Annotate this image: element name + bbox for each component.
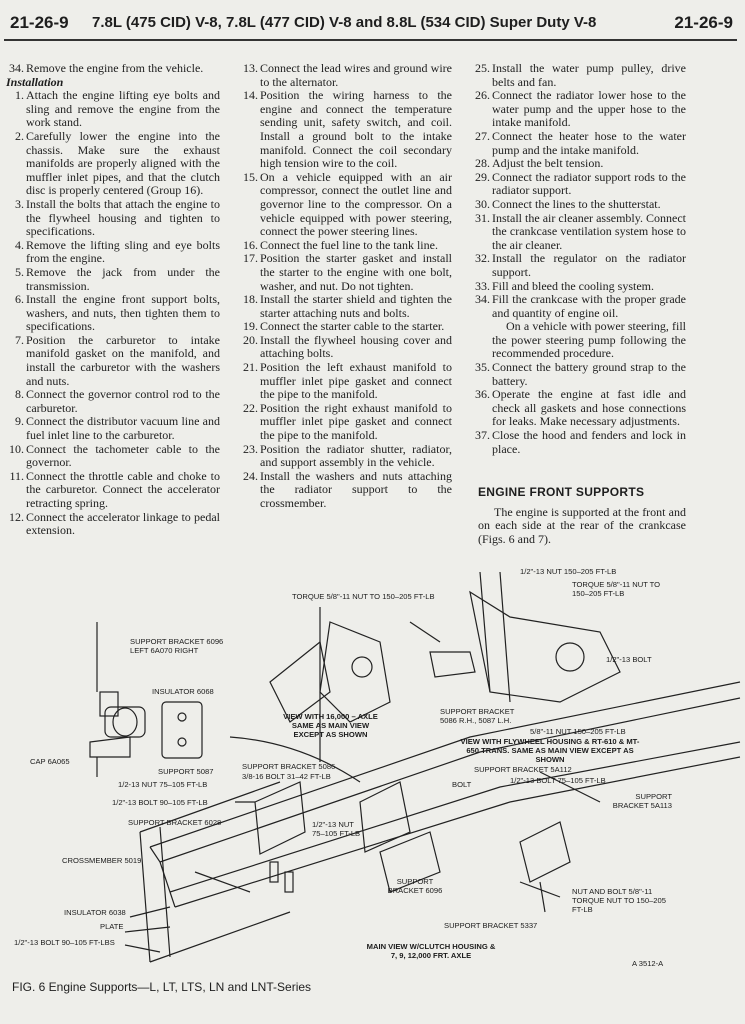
- list-item: [472, 89, 686, 130]
- item-text: Connect the starter cable to the starter.: [260, 319, 445, 334]
- item-number: 26.: [475, 88, 490, 103]
- label-support-bracket-6096: SUPPORT BRACKET 6096 LEFT 6A070 RIGHT: [130, 637, 224, 655]
- item-number: 13.: [243, 61, 258, 75]
- label-support-5087: SUPPORT 5087: [158, 767, 214, 776]
- item-number: 10.: [9, 441, 24, 456]
- label-insulator-6068: INSULATOR 6068: [152, 687, 214, 696]
- item-number: 34.: [9, 61, 24, 75]
- list-item: [472, 62, 686, 89]
- list-item: [240, 62, 452, 89]
- support-bracket-6028: [255, 782, 305, 854]
- item-text: Fill the crankcase with the proper grade and quantity of engine oil.: [492, 292, 686, 320]
- list-item: [6, 293, 220, 334]
- column-2: [240, 62, 452, 511]
- item-number: 33.: [475, 278, 490, 293]
- item-text: Install the water pump pulley, drive belts and fan.: [492, 61, 686, 89]
- crossmember: [140, 827, 170, 962]
- support-bracket-5337: [520, 822, 570, 882]
- list-item: [6, 470, 220, 511]
- label-nut-58-150: 5/8"-11 NUT 150–205 FT-LB: [530, 727, 626, 736]
- list-item: [240, 470, 452, 511]
- item-text: Connect the battery ground strap to the battery.: [492, 360, 686, 388]
- list-item: [6, 89, 220, 130]
- item-number: 20.: [243, 332, 258, 347]
- item-number: 31.: [475, 210, 490, 225]
- item-text: Connect the lines to the shutterstat.: [492, 196, 661, 211]
- item-text: Attach the engine lifting eye bolts and sling and remove the engine from the work stand.: [26, 88, 220, 130]
- right-view-bracket: [470, 592, 620, 702]
- item-number: 25.: [475, 61, 490, 75]
- item-number: 37.: [475, 428, 490, 443]
- installation-steps-continued: [240, 62, 452, 511]
- list-item: [472, 280, 686, 294]
- item-text: Connect the radiator lower hose to the water pump and the upper hose to the intake manifold.: [492, 88, 686, 130]
- list-item: [240, 443, 452, 470]
- power-steering-paragraph: On a vehicle with power steering, fill the power steering pump following the recommended procedure.: [492, 319, 686, 361]
- item-number: 7.: [15, 332, 24, 347]
- list-item: [472, 198, 686, 212]
- item-text: Remove the lifting sling and eye bolts from the engine.: [26, 237, 220, 266]
- item-text: Connect the lead wires and ground wire to the alternator.: [260, 61, 452, 89]
- list-item: [240, 361, 452, 402]
- item-text: Position the right exhaust manifold to muffler inlet pipe gasket and connect the pipe to the manifold.: [260, 400, 452, 443]
- exploded-drawing: [0, 562, 745, 982]
- item-text: Install the regulator on the radiator support.: [492, 251, 686, 279]
- list-item: [6, 334, 220, 388]
- label-main-view: MAIN VIEW W/CLUTCH HOUSING & 7, 9, 12,000 FRT. AXLE: [366, 942, 496, 960]
- list-item: [240, 171, 452, 239]
- list-item: [240, 293, 452, 320]
- list-item: [240, 402, 452, 443]
- installation-steps-final: [472, 62, 686, 320]
- label-cap-6a065: CAP 6A065: [30, 757, 70, 766]
- label-support-bracket-5a112: SUPPORT BRACKET 5A112: [474, 765, 572, 774]
- item-number: 3.: [15, 196, 24, 211]
- item-text: Position the carburetor to intake manifold gasket on the manifold, and install the carburetor with the washers and nuts.: [26, 332, 220, 388]
- item-number: 2.: [15, 128, 24, 143]
- label-torque-58-right: TORQUE 5/8"-11 NUT TO 150–205 FT-LB: [572, 580, 661, 598]
- label-torque-58-top: TORQUE 5/8"-11 NUT TO 150–205 FT-LB: [292, 592, 435, 601]
- item-text: Position the starter gasket and install the starter to the engine with one bolt, washer, and nut. Do not tighten.: [260, 251, 452, 293]
- label-bolt-12-right: 1/2"-13 BOLT: [606, 655, 652, 664]
- item-text: Connect the governor control rod to the carburetor.: [26, 387, 220, 415]
- page-number-left: 21-26-9: [10, 13, 69, 32]
- column-3: [472, 62, 686, 547]
- item-text: Operate the engine at fast idle and check all gaskets and hose connections for leaks. Make necessary adjustments.: [492, 387, 686, 429]
- label-insulator-6038: INSULATOR 6038: [64, 908, 126, 917]
- label-nut-bolt-58: NUT AND BOLT 5/8"-11 TORQUE NUT TO 150–205 FT-LB: [572, 887, 666, 914]
- list-item: [6, 415, 220, 442]
- list-item: [472, 157, 686, 171]
- list-item: [472, 171, 686, 198]
- list-item: [472, 252, 686, 279]
- item-number: 9.: [15, 414, 24, 429]
- item-text: Connect the tachometer cable to the governor.: [26, 441, 220, 470]
- item-number: 24.: [243, 468, 258, 483]
- item-number: 29.: [475, 169, 490, 184]
- list-item: [6, 62, 220, 76]
- item-text: Connect the distributor vacuum line and fuel inlet line to the carburetor.: [26, 414, 220, 443]
- item-number: 17.: [243, 251, 258, 266]
- section-heading: ENGINE FRONT SUPPORTS: [478, 485, 645, 500]
- label-support-bracket-6028: SUPPORT BRACKET 6028: [128, 818, 222, 827]
- item-number: 30.: [475, 196, 490, 211]
- list-item: [6, 239, 220, 266]
- page-header: [0, 0, 745, 42]
- page-number-right: 21-26-9: [674, 13, 733, 32]
- item-number: 1.: [15, 88, 24, 103]
- insulator-6068: [105, 707, 145, 737]
- section-body: The engine is supported at the front and on each side at the rear of the crankcase (Figs. 6 and 7).: [478, 504, 686, 546]
- label-bolt-12-90: 1/2"-13 BOLT 90–105 FT-LB: [112, 798, 208, 807]
- list-item: [6, 130, 220, 198]
- installation-subhead: Installation: [6, 74, 64, 89]
- item-number: 36.: [475, 387, 490, 402]
- item-text: Close the hood and fenders and lock in place.: [492, 428, 686, 456]
- item-number: 12.: [9, 509, 24, 524]
- label-nut-12-75: 1/2-13 NUT 75–105 FT-LB: [118, 780, 208, 789]
- item-text: Install the air cleaner assembly. Connect the crankcase ventilation system hose to the air cleaner.: [492, 210, 686, 252]
- item-number: 18.: [243, 292, 258, 307]
- list-item: [472, 361, 686, 388]
- item-text: Connect the radiator support rods to the radiator support.: [492, 169, 686, 198]
- item-number: 15.: [243, 169, 258, 184]
- page-title: 7.8L (475 CID) V-8, 7.8L (477 CID) V-8 and 8.8L (534 CID) Super Duty V-8: [92, 14, 597, 31]
- label-bolt-38-16: 3/8-16 BOLT 31–42 FT-LB: [242, 772, 331, 781]
- item-text: Install the washers and nuts attaching the radiator support to the crossmember.: [260, 468, 452, 510]
- item-number: 23.: [243, 441, 258, 456]
- list-item: [240, 252, 452, 293]
- item-number: 5.: [15, 264, 24, 279]
- label-support-bracket-5337: SUPPORT BRACKET 5337: [444, 921, 538, 930]
- item-text: On a vehicle equipped with an air compressor, connect the outlet line and governor line to the compressor. On a vehicle equipped with power steering, connect the power steering lines.: [260, 169, 452, 239]
- installation-steps: [6, 89, 220, 538]
- label-support-bracket-6096b: SUPPORT BRACKET 6096: [387, 877, 443, 895]
- item-text: Install the engine front support bolts, washers, and nuts, then tighten them to specifications.: [26, 292, 220, 334]
- item-number: 19.: [243, 319, 258, 334]
- list-item: [472, 212, 686, 253]
- list-item: [240, 320, 452, 334]
- item-number: 22.: [243, 400, 258, 415]
- label-bolt-12-75: 1/2"-13 BOLT 75–105 FT-LB: [510, 776, 606, 785]
- list-item: [472, 293, 686, 320]
- label-support-bracket-5086b: SUPPORT BRACKET 5086: [242, 762, 336, 771]
- label-bolt-12-90b: 1/2"-13 BOLT 90–105 FT-LBS: [14, 938, 115, 947]
- item-number: 21.: [243, 360, 258, 375]
- item-text: Remove the jack from under the transmission.: [26, 264, 220, 293]
- item-text: Fill and bleed the cooling system.: [492, 278, 654, 293]
- item-text: Connect the accelerator linkage to pedal extension.: [26, 509, 220, 538]
- column-1: [6, 62, 220, 538]
- list-item: [6, 511, 220, 538]
- label-nut-12-top: 1/2"-13 NUT 150–205 FT-LB: [520, 567, 617, 576]
- upper-bracket-view: [320, 622, 390, 722]
- item-text: Install the bolts that attach the engine to the flywheel housing and tighten to specifications.: [26, 196, 220, 239]
- header-rule: [4, 39, 737, 41]
- item-number: 14.: [243, 88, 258, 103]
- list-item: [472, 130, 686, 157]
- item-text: Connect the throttle cable and choke to the carburetor. Connect the accelerator retracting spring.: [26, 468, 220, 510]
- item-text: Position the left exhaust manifold to muffler inlet pipe gasket and connect the pipe to the manifold.: [260, 360, 452, 402]
- label-nut-12-75b: 1/2"-13 NUT 75–105 FT-LB: [312, 820, 361, 838]
- item-text: Carefully lower the engine into the chassis. Make sure the exhaust manifolds are properly aligned with the muffler inlet pipes, and that the clutch disc is properly centered (Group 16).: [26, 128, 220, 198]
- label-support-bracket-5086: SUPPORT BRACKET 5086 R.H., 5087 L.H.: [440, 707, 515, 725]
- item-number: 11.: [9, 468, 24, 483]
- item-number: 35.: [475, 360, 490, 375]
- item-number: 32.: [475, 251, 490, 266]
- list-item: [240, 334, 452, 361]
- item-number: 34.: [475, 292, 490, 307]
- list-item: [6, 266, 220, 293]
- list-item: [6, 198, 220, 239]
- item-text: Adjust the belt tension.: [492, 156, 604, 171]
- item-number: 27.: [475, 128, 490, 143]
- list-item: [472, 388, 686, 429]
- list-item: [6, 443, 220, 470]
- label-figure-id: A 3512-A: [632, 959, 664, 968]
- item-text: Install the flywheel housing cover and attaching bolts.: [260, 332, 452, 361]
- list-item: [240, 239, 452, 253]
- label-bolt-word: BOLT: [452, 780, 472, 789]
- item-text: Connect the fuel line to the tank line.: [260, 237, 438, 252]
- item-text: Position the radiator shutter, radiator, and support assembly in the vehicle.: [260, 441, 452, 470]
- list-item: [240, 89, 452, 171]
- item-text: Install the starter shield and tighten the starter attaching nuts and bolts.: [260, 292, 452, 320]
- item-number: 28.: [475, 156, 490, 171]
- engine-supports-figure: [0, 562, 745, 982]
- label-crossmember-5019: CROSSMEMBER 5019: [62, 856, 142, 865]
- label-plate: PLATE: [100, 922, 124, 931]
- list-item: [472, 429, 686, 456]
- label-view-16000: VIEW WITH 16,000 – AXLE SAME AS MAIN VIEW EXCEPT AS SHOWN: [283, 712, 378, 739]
- item-text: Remove the engine from the vehicle.: [26, 61, 204, 75]
- item-text: Connect the heater hose to the water pump and the intake manifold.: [492, 128, 686, 157]
- item-number: 8.: [15, 387, 24, 402]
- installation-steps-end: [472, 361, 686, 456]
- label-support-bracket-5a113: SUPPORT BRACKET 5A113: [612, 792, 672, 810]
- list-item: [6, 388, 220, 415]
- item-number: 4.: [15, 237, 24, 252]
- label-view-flywheel: VIEW WITH FLYWHEEL HOUSING & RT-610 & MT-650 TRANS. SAME AS MAIN VIEW EXCEPT AS SHOWN: [460, 737, 640, 764]
- item-text: Position the wiring harness to the engine and connect the temperature sending unit, safety switch, and coil. Install a ground bolt to the intake manifold. Connect the coil secondary high tension wire to the coil.: [260, 88, 452, 171]
- item-number: 16.: [243, 237, 258, 252]
- figure-caption: FIG. 6 Engine Supports—L, LT, LTS, LN and LNT-Series: [12, 980, 312, 994]
- item-number: 6.: [15, 292, 24, 307]
